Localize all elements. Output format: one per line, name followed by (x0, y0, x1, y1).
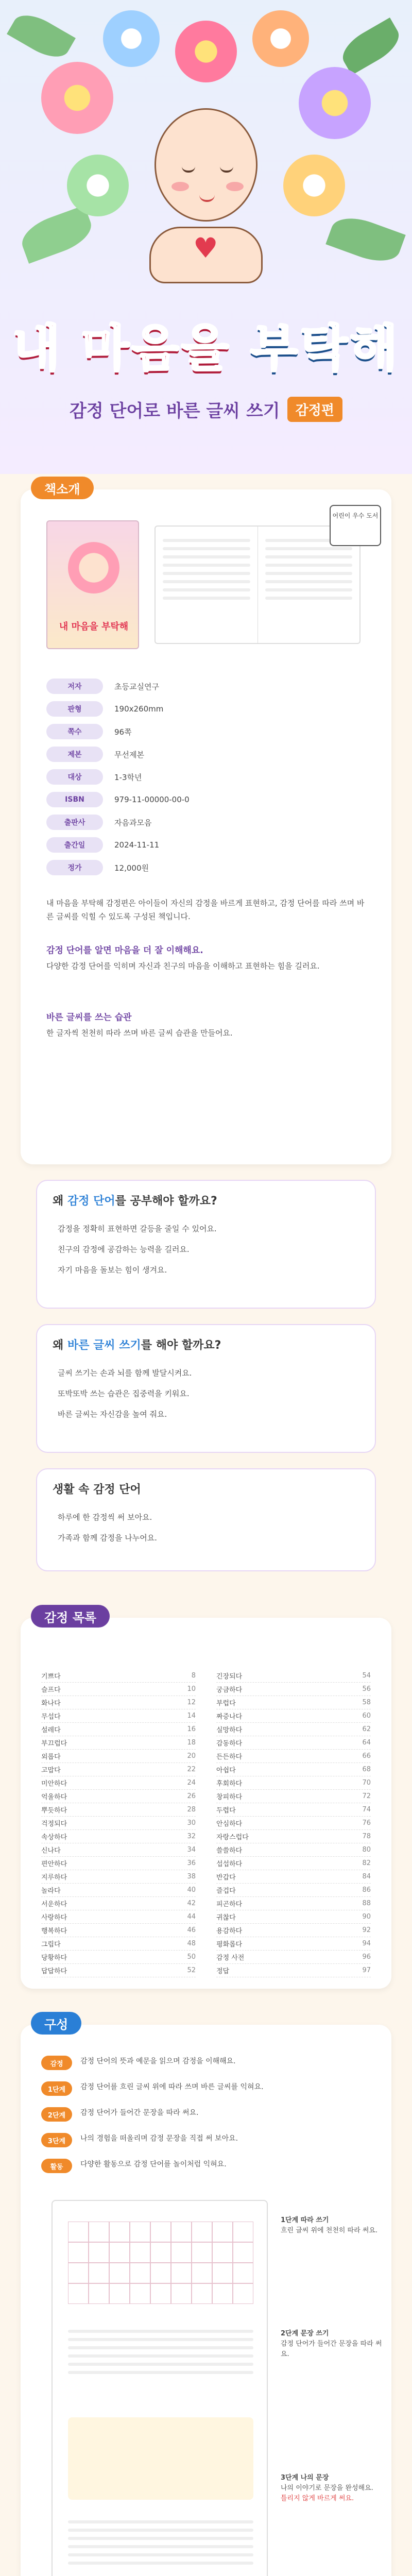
toc-item[interactable]: 무섭다 14 (41, 1709, 196, 1723)
info-value: 96쪽 (114, 727, 132, 737)
toc-item[interactable]: 외롭다 20 (41, 1750, 196, 1763)
sample-note: 1단계 따라 쓰기 흐린 글씨 위에 천천히 따라 써요. (281, 2216, 378, 2234)
info-row (46, 856, 366, 879)
question-item: 가족과 함께 감정을 나누어요. (58, 1533, 157, 1543)
toc-column-left (41, 1669, 196, 1977)
section-construction: 구성 (31, 2012, 81, 2035)
toc-item[interactable]: 후회하다 70 (216, 1776, 371, 1790)
info-key: 출판사 (46, 815, 103, 830)
info-key: ISBN (46, 792, 103, 807)
writing-grid (68, 2222, 253, 2304)
flower-decoration (103, 10, 160, 67)
toc-item[interactable]: 실망하다 62 (216, 1723, 371, 1736)
sample-box (68, 2417, 253, 2500)
toc-item[interactable]: 든든하다 66 (216, 1750, 371, 1763)
leaf-decoration (7, 7, 76, 65)
sample-page-image (52, 2200, 268, 2576)
question-box-life (36, 1468, 376, 1571)
toc-item[interactable]: 속상하다 32 (41, 1830, 196, 1843)
intro-paragraph: 내 마음을 부탁해 감정편은 아이들이 자신의 감정을 바르게 표현하고, 감정 단어를 따라 쓰며 바른 글씨를 익힐 수 있도록 구성된 책입니다. (46, 899, 365, 921)
info-key: 정가 (46, 860, 103, 875)
toc-item[interactable]: 설레다 16 (41, 1723, 196, 1736)
book-info-table (46, 675, 366, 879)
question-item: 친구의 감정에 공감하는 능력을 길러요. (58, 1245, 190, 1254)
toc-item[interactable]: 그립다 48 (41, 1937, 196, 1951)
cheek (226, 182, 244, 191)
toc-item[interactable]: 답답하다 52 (41, 1964, 196, 1977)
info-key: 판형 (46, 701, 103, 717)
spread-page-left (156, 527, 258, 643)
toc-item[interactable]: 걱정되다 30 (41, 1817, 196, 1830)
toc-item[interactable]: 용감하다 92 (216, 1924, 371, 1937)
toc-item[interactable]: 당황하다 50 (41, 1951, 196, 1964)
award-stamp: 어린이 우수 도서 (330, 505, 381, 546)
info-key: 저자 (46, 679, 103, 694)
info-key: 대상 (46, 769, 103, 785)
flower-decoration (67, 155, 129, 216)
info-row (46, 834, 366, 856)
flower-decoration (299, 67, 371, 139)
sample-note: 3단계 나의 문장 나의 이야기로 문장을 완성해요. 틀리지 않게 바르게 써요. (281, 2474, 373, 2502)
toc-item[interactable]: 기쁘다 8 (41, 1669, 196, 1683)
info-value: 12,000원 (114, 863, 149, 873)
construction-tag: 2단계 (41, 2107, 72, 2122)
toc-item[interactable]: 서운하다 42 (41, 1897, 196, 1910)
toc-item[interactable]: 쓸쓸하다 80 (216, 1843, 371, 1857)
info-row (46, 788, 366, 811)
toc-grid (41, 1669, 371, 1977)
info-key: 쪽수 (46, 724, 103, 739)
toc-item[interactable]: 신나다 34 (41, 1843, 196, 1857)
girl-face-illustration (154, 108, 258, 222)
toc-item[interactable]: 짜증나다 60 (216, 1709, 371, 1723)
hero-subtitle: 감정 단어로 바른 글씨 쓰기 (70, 401, 280, 421)
info-row (46, 811, 366, 834)
hero-title-part2: 부탁해 (250, 319, 400, 377)
info-row (46, 698, 366, 720)
toc-item[interactable]: 자랑스럽다 78 (216, 1830, 371, 1843)
toc-item[interactable]: 부끄럽다 18 (41, 1736, 196, 1750)
info-value: 979-11-00000-00-0 (114, 795, 190, 804)
info-row (46, 720, 366, 743)
flower-decoration (41, 62, 113, 134)
construction-tag: 1단계 (41, 2081, 72, 2096)
hero-banner (0, 0, 412, 474)
construction-row (41, 2133, 371, 2147)
toc-item[interactable]: 창피하다 72 (216, 1790, 371, 1803)
construction-row (41, 2159, 371, 2173)
question-item: 감정을 정확히 표현하면 갈등을 줄일 수 있어요. (58, 1224, 217, 1233)
book-cover-image (46, 520, 139, 649)
flower-decoration (252, 10, 309, 67)
construction-text: 감정 단어의 뜻과 예문을 읽으며 감정을 이해해요. (80, 2057, 236, 2065)
leaf-decoration (336, 18, 405, 75)
intro-point2-title: 바른 글씨를 쓰는 습관 (46, 1012, 132, 1023)
section-book-info: 책소개 (31, 477, 94, 499)
toc-item[interactable]: 반갑다 84 (216, 1870, 371, 1884)
toc-item[interactable]: 미안하다 24 (41, 1776, 196, 1790)
toc-item[interactable]: 감정 사전 96 (216, 1951, 371, 1964)
intro-point2-text: 한 글자씩 천천히 따라 쓰며 바른 글씨 습관을 만들어요. (46, 1028, 233, 1038)
toc-item[interactable]: 귀찮다 90 (216, 1910, 371, 1924)
construction-text: 다양한 활동으로 감정 단어를 놀이처럼 익혀요. (80, 2160, 227, 2168)
toc-item[interactable]: 놀라다 40 (41, 1884, 196, 1897)
question-title: 왜 감정 단어를 공부해야 할까요? (53, 1195, 217, 1208)
construction-row (41, 2056, 371, 2070)
info-value: 무선제본 (114, 750, 144, 759)
construction-text: 나의 경험을 떠올리며 감정 문장을 직접 써 보아요. (80, 2134, 238, 2143)
construction-text: 감정 단어를 흐린 글씨 위에 따라 쓰며 바른 글씨를 익혀요. (80, 2083, 264, 2091)
toc-item[interactable]: 고맙다 22 (41, 1763, 196, 1776)
heart-icon: ♥ (193, 232, 218, 264)
mouth (199, 195, 215, 202)
eye-icon (220, 166, 233, 173)
question-item: 글씨 쓰기는 손과 뇌를 함께 발달시켜요. (58, 1368, 192, 1378)
toc-item[interactable]: 뿌듯하다 28 (41, 1803, 196, 1817)
info-value: 초등교실연구 (114, 682, 159, 691)
info-value: 2024-11-11 (114, 840, 160, 850)
info-row (46, 743, 366, 766)
section-toc: 감정 목록 (31, 1605, 110, 1628)
info-key: 출간일 (46, 837, 103, 853)
construction-tag: 감정 (41, 2056, 72, 2070)
toc-item[interactable]: 편안하다 36 (41, 1857, 196, 1870)
toc-item[interactable]: 슬프다 10 (41, 1683, 196, 1696)
question-title: 생활 속 감정 단어 (53, 1483, 141, 1496)
leaf-decoration (325, 210, 405, 269)
info-row (46, 675, 366, 698)
toc-item[interactable]: 피곤하다 88 (216, 1897, 371, 1910)
toc-item[interactable]: 부럽다 58 (216, 1696, 371, 1709)
toc-item[interactable]: 정답 97 (216, 1964, 371, 1977)
flower-decoration (175, 21, 237, 82)
cheek (171, 182, 189, 191)
intro-point1-title: 감정 단어를 알면 마음을 더 잘 이해해요. (46, 945, 203, 956)
question-item: 자기 마음을 돌보는 힘이 생겨요. (58, 1265, 167, 1275)
toc-item[interactable]: 억울하다 26 (41, 1790, 196, 1803)
cover-illustration (68, 542, 119, 594)
toc-item[interactable]: 사랑하다 44 (41, 1910, 196, 1924)
hero-title-part1: 내 마음을 (12, 319, 231, 377)
construction-row (41, 2081, 371, 2096)
construction-tag: 3단계 (41, 2133, 72, 2147)
question-title: 왜 바른 글씨 쓰기를 해야 할까요? (53, 1339, 221, 1352)
toc-item[interactable]: 궁금하다 56 (216, 1683, 371, 1696)
construction-tag: 활동 (41, 2159, 72, 2173)
info-row (46, 766, 366, 788)
toc-item[interactable]: 행복하다 46 (41, 1924, 196, 1937)
info-value: 190x260mm (114, 704, 164, 714)
question-box-writing (36, 1324, 376, 1453)
question-box-emotion (36, 1180, 376, 1309)
edition-badge: 감정편 (287, 397, 342, 422)
intro-point1-text: 다양한 감정 단어를 익히며 자신과 친구의 마음을 이해하고 표현하는 힘을 길러요. (46, 961, 320, 971)
flower-decoration (283, 155, 345, 216)
cover-title: 내 마음을 부탁해 (59, 621, 129, 632)
toc-item[interactable]: 안심하다 76 (216, 1817, 371, 1830)
hero-subtitle-row (0, 397, 412, 422)
info-key: 제본 (46, 747, 103, 762)
toc-item[interactable]: 감동하다 64 (216, 1736, 371, 1750)
hero-title (0, 309, 412, 380)
leaf-decoration (16, 205, 96, 264)
toc-item[interactable]: 두렵다 74 (216, 1803, 371, 1817)
toc-item[interactable]: 섭섭하다 82 (216, 1857, 371, 1870)
eye-icon (182, 166, 195, 173)
sample-note: 2단계 문장 쓰기 감정 단어가 들어간 문장을 따라 써요. (281, 2330, 382, 2358)
toc-item[interactable]: 아쉽다 68 (216, 1763, 371, 1776)
toc-item[interactable]: 지루하다 38 (41, 1870, 196, 1884)
construction-text: 감정 단어가 들어간 문장을 따라 써요. (80, 2109, 199, 2117)
construction-row (41, 2107, 371, 2122)
toc-item[interactable]: 즐겁다 86 (216, 1884, 371, 1897)
toc-item[interactable]: 긴장되다 54 (216, 1669, 371, 1683)
info-value: 1-3학년 (114, 772, 142, 782)
question-item: 바른 글씨는 자신감을 높여 줘요. (58, 1410, 167, 1419)
question-item: 하루에 한 감정씩 써 보아요. (58, 1513, 152, 1522)
toc-column-right (216, 1669, 371, 1977)
question-item: 또박또박 쓰는 습관은 집중력을 키워요. (58, 1389, 190, 1398)
toc-item[interactable]: 평화롭다 94 (216, 1937, 371, 1951)
info-value: 자음과모음 (114, 818, 152, 827)
toc-item[interactable]: 화나다 12 (41, 1696, 196, 1709)
